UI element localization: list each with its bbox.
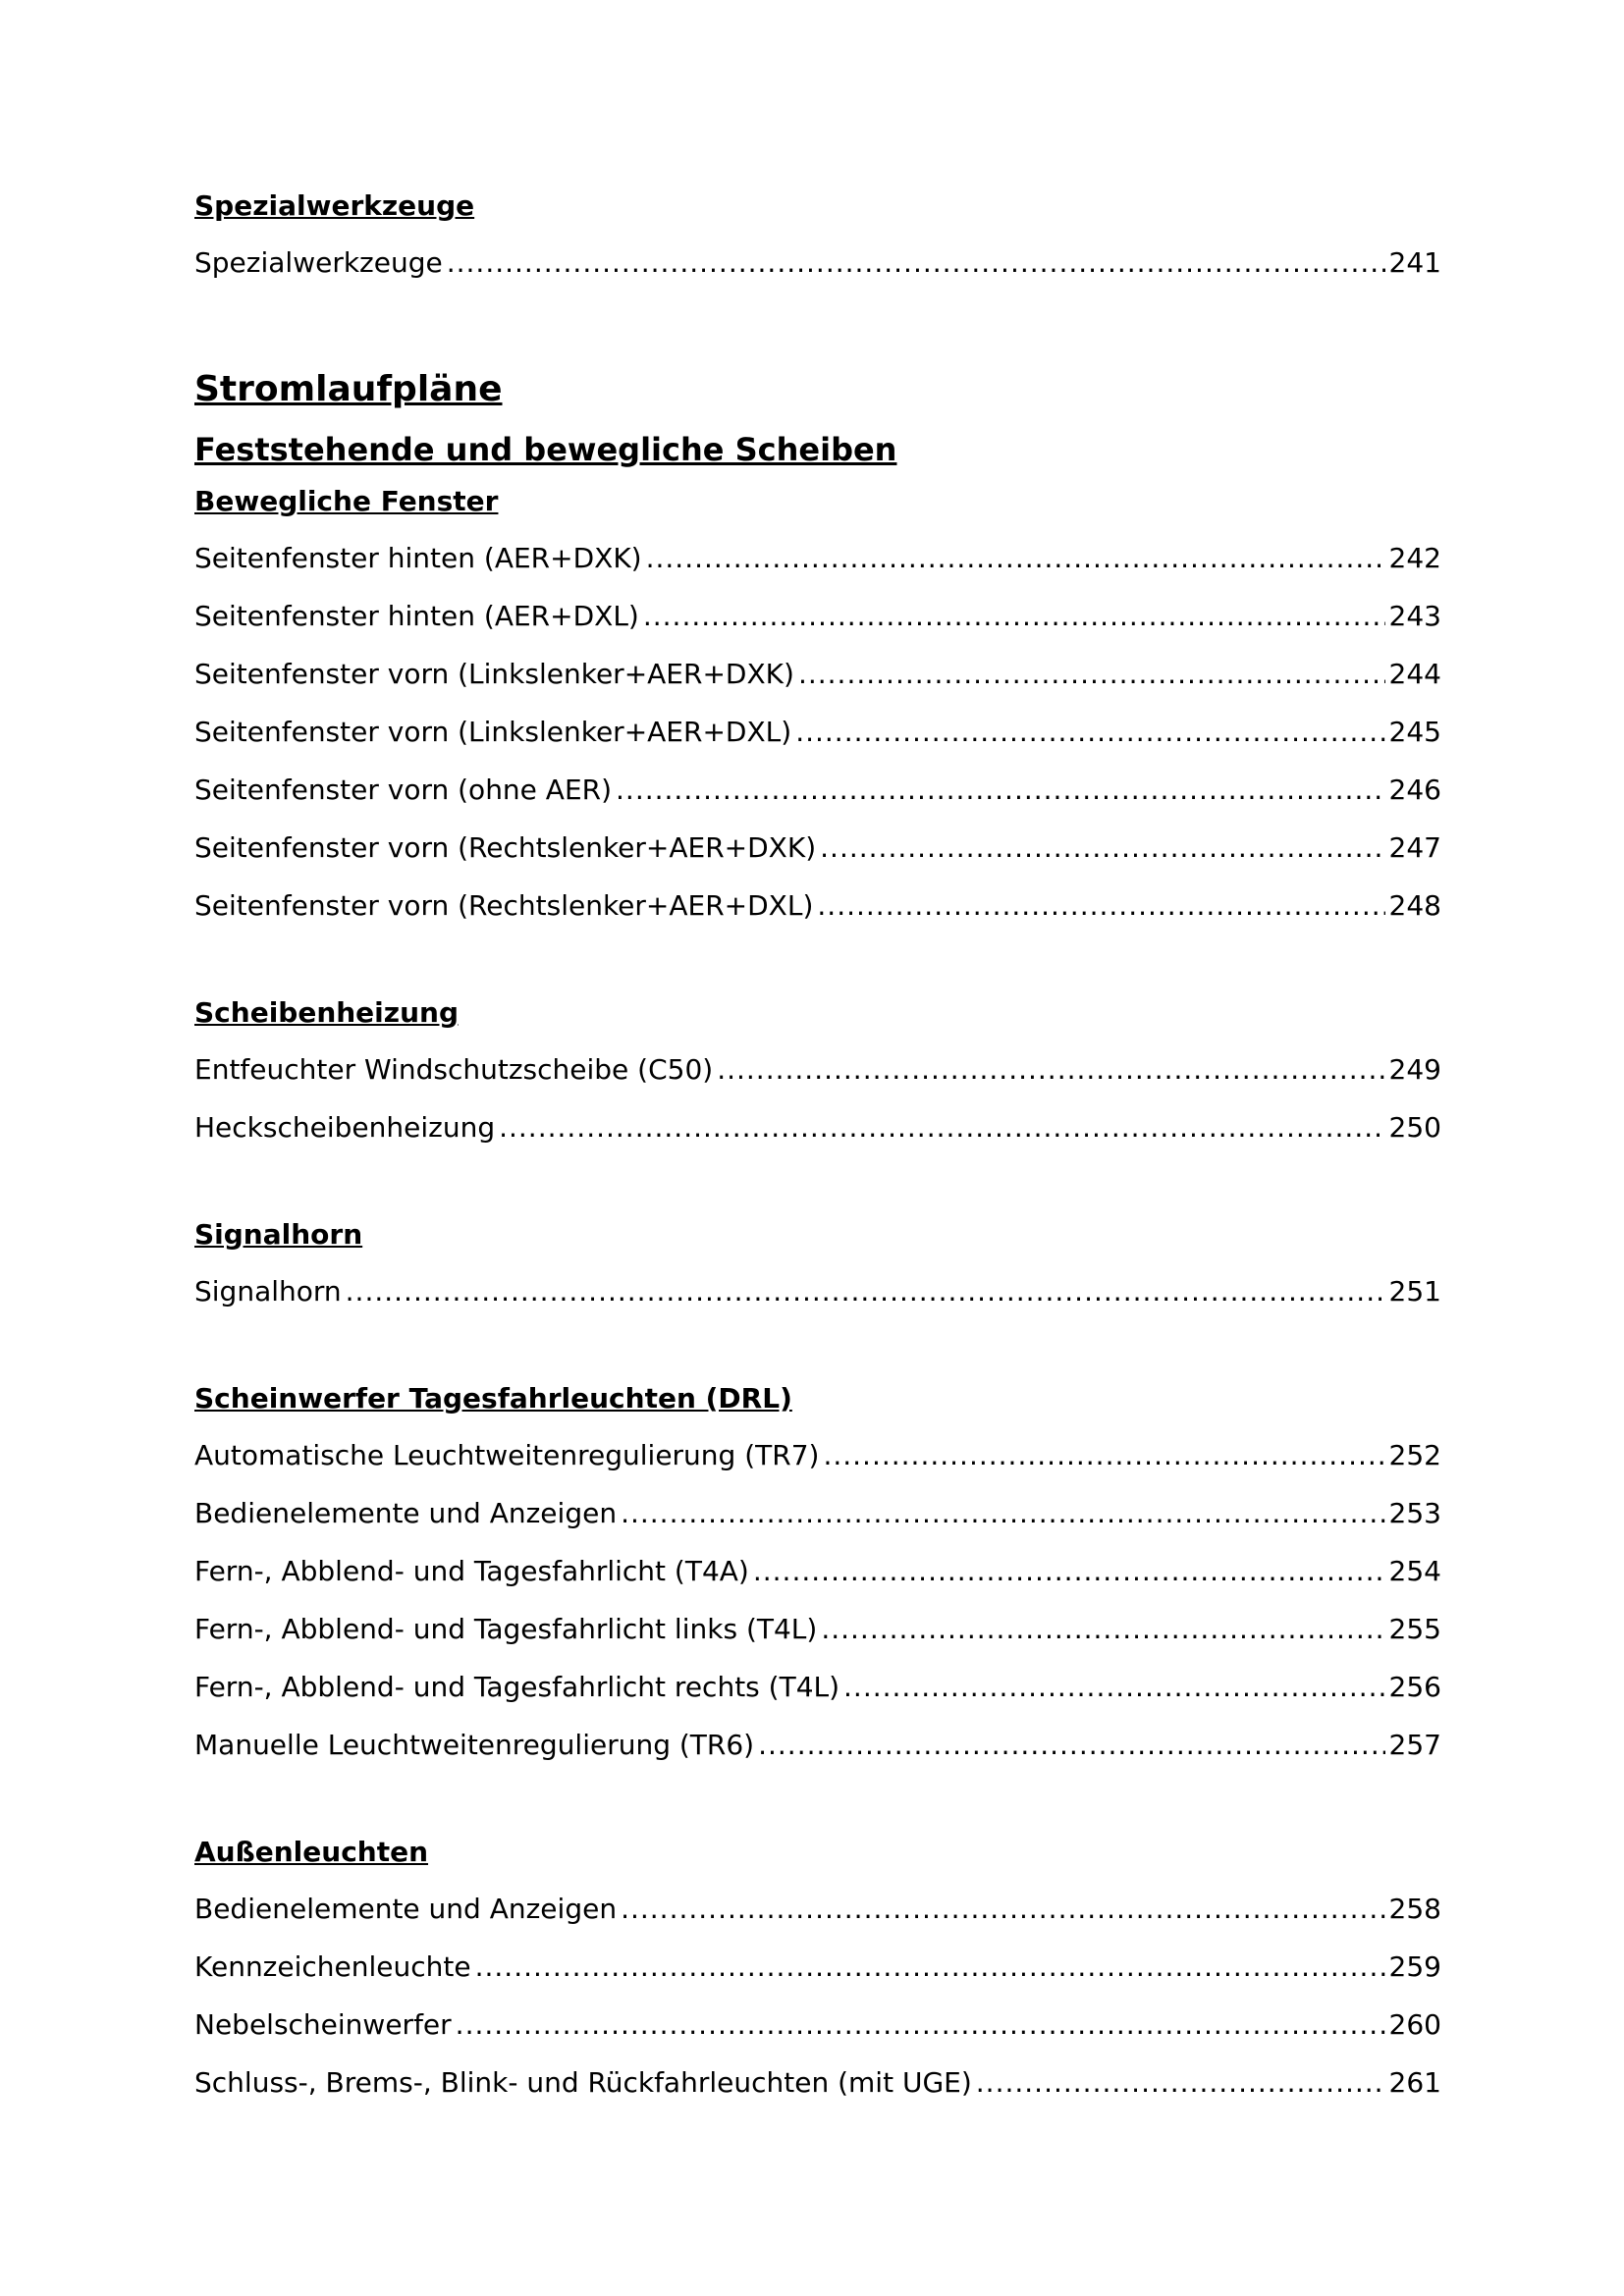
toc-entry-page: 241 — [1388, 246, 1441, 279]
toc-entry-title: Schluss-, Brems-, Blink- und Rückfahrleuchten (mit UGE) — [194, 2066, 972, 2099]
toc-entry[interactable] — [194, 1041, 1441, 1098]
toc-entry-page: 260 — [1388, 2008, 1441, 2041]
toc-entry-page: 246 — [1388, 774, 1441, 806]
toc-entry-title: Fern-, Abblend- und Tagesfahrlicht rechts (T4L) — [194, 1671, 840, 1703]
toc-entry-title: Seitenfenster vorn (ohne AER) — [194, 774, 613, 806]
toc-entry-page: 243 — [1388, 600, 1441, 632]
toc-entry[interactable] — [194, 1600, 1441, 1658]
toc-entry-page: 255 — [1388, 1613, 1441, 1645]
toc-entry-title: Heckscheibenheizung — [194, 1111, 496, 1144]
toc-entry-title: Seitenfenster vorn (Linkslenker+AER+DXL) — [194, 716, 792, 748]
toc-entry[interactable] — [194, 877, 1441, 934]
toc-entry-page: 252 — [1388, 1439, 1441, 1471]
dot-leader — [643, 587, 1385, 645]
dot-leader — [456, 1996, 1385, 2054]
toc-entry-title: Kennzeichenleuchte — [194, 1950, 471, 1983]
toc-entry-title: Spezialwerkzeuge — [194, 246, 443, 279]
toc-entry[interactable] — [194, 761, 1441, 819]
toc-entry-title: Seitenfenster hinten (AER+DXK) — [194, 542, 642, 574]
toc-entry[interactable] — [194, 1098, 1441, 1156]
toc-entry[interactable] — [194, 529, 1441, 587]
section-heading-scheibenheizung: Scheibenheizung — [194, 996, 459, 1029]
toc-entry-title: Bedienelemente und Anzeigen — [194, 1893, 618, 1925]
toc-entry-page: 250 — [1388, 1111, 1441, 1144]
toc-entry-title: Bedienelemente und Anzeigen — [194, 1497, 618, 1529]
toc-entry[interactable] — [194, 703, 1441, 761]
toc-entry-page: 258 — [1388, 1893, 1441, 1925]
dot-leader — [616, 761, 1385, 819]
dot-leader — [758, 1716, 1384, 1774]
toc-entry[interactable] — [194, 1880, 1441, 1938]
toc-entry-page: 251 — [1388, 1275, 1441, 1308]
chapter-subheading-scheiben: Feststehende und bewegliche Scheiben — [194, 431, 897, 468]
section-heading-signalhorn: Signalhorn — [194, 1218, 363, 1251]
toc-entry-title: Seitenfenster hinten (AER+DXL) — [194, 600, 639, 632]
toc-entry-title: Entfeuchter Windschutzscheibe (C50) — [194, 1053, 714, 1086]
chapter-heading-stromlaufplaene: Stromlaufpläne — [194, 369, 503, 409]
dot-leader — [821, 1600, 1384, 1658]
dot-leader — [475, 1938, 1385, 1996]
toc-entry-page: 256 — [1388, 1671, 1441, 1703]
toc-entry[interactable] — [194, 819, 1441, 877]
toc-entry[interactable] — [194, 234, 1441, 292]
toc-entry-title: Fern-, Abblend- und Tagesfahrlicht (T4A) — [194, 1555, 749, 1587]
section-heading-aussenleuchten: Außenleuchten — [194, 1836, 429, 1868]
section-heading-spezialwerkzeuge: Spezialwerkzeuge — [194, 189, 475, 222]
dot-leader — [820, 819, 1384, 877]
toc-entry-page: 249 — [1388, 1053, 1441, 1086]
toc-entry-page: 244 — [1388, 658, 1441, 690]
toc-entry[interactable] — [194, 1542, 1441, 1600]
toc-entry-title: Signalhorn — [194, 1275, 342, 1308]
dot-leader — [976, 2054, 1385, 2111]
dot-leader — [621, 1880, 1384, 1938]
toc-entry-page: 248 — [1388, 889, 1441, 922]
dot-leader — [843, 1658, 1385, 1716]
dot-leader — [447, 234, 1385, 292]
dot-leader — [499, 1098, 1384, 1156]
section-heading-bewegliche-fenster: Bewegliche Fenster — [194, 485, 499, 517]
toc-entry-page: 247 — [1388, 831, 1441, 864]
toc-entry[interactable] — [194, 2054, 1441, 2111]
toc-entry-title: Nebelscheinwerfer — [194, 2008, 452, 2041]
dot-leader — [817, 877, 1384, 934]
toc-entry-page: 259 — [1388, 1950, 1441, 1983]
toc-entry[interactable] — [194, 1938, 1441, 1996]
toc-page — [194, 187, 1441, 2111]
toc-entry-page: 253 — [1388, 1497, 1441, 1529]
dot-leader — [823, 1426, 1384, 1484]
toc-entry[interactable] — [194, 645, 1441, 703]
toc-entry-page: 254 — [1388, 1555, 1441, 1587]
toc-entry[interactable] — [194, 1716, 1441, 1774]
dot-leader — [717, 1041, 1384, 1098]
toc-entry-title: Fern-, Abblend- und Tagesfahrlicht links (T4L) — [194, 1613, 818, 1645]
dot-leader — [646, 529, 1385, 587]
section-heading-scheinwerfer: Scheinwerfer Tagesfahrleuchten (DRL) — [194, 1382, 792, 1415]
toc-entry[interactable] — [194, 587, 1441, 645]
toc-entry-title: Seitenfenster vorn (Rechtslenker+AER+DXK) — [194, 831, 817, 864]
toc-entry[interactable] — [194, 1262, 1441, 1320]
toc-entry-page: 245 — [1388, 716, 1441, 748]
toc-entry[interactable] — [194, 1658, 1441, 1716]
toc-entry[interactable] — [194, 1484, 1441, 1542]
toc-entry-page: 261 — [1388, 2066, 1441, 2099]
dot-leader — [798, 645, 1385, 703]
toc-entry-page: 242 — [1388, 542, 1441, 574]
dot-leader — [346, 1262, 1385, 1320]
dot-leader — [795, 703, 1384, 761]
toc-entry-title: Manuelle Leuchtweitenregulierung (TR6) — [194, 1729, 755, 1761]
toc-entry[interactable] — [194, 1996, 1441, 2054]
dot-leader — [753, 1542, 1385, 1600]
toc-entry[interactable] — [194, 1426, 1441, 1484]
toc-entry-page: 257 — [1388, 1729, 1441, 1761]
dot-leader — [621, 1484, 1384, 1542]
toc-entry-title: Automatische Leuchtweitenregulierung (TR7) — [194, 1439, 820, 1471]
toc-entry-title: Seitenfenster vorn (Rechtslenker+AER+DXL) — [194, 889, 814, 922]
toc-entry-title: Seitenfenster vorn (Linkslenker+AER+DXK) — [194, 658, 794, 690]
